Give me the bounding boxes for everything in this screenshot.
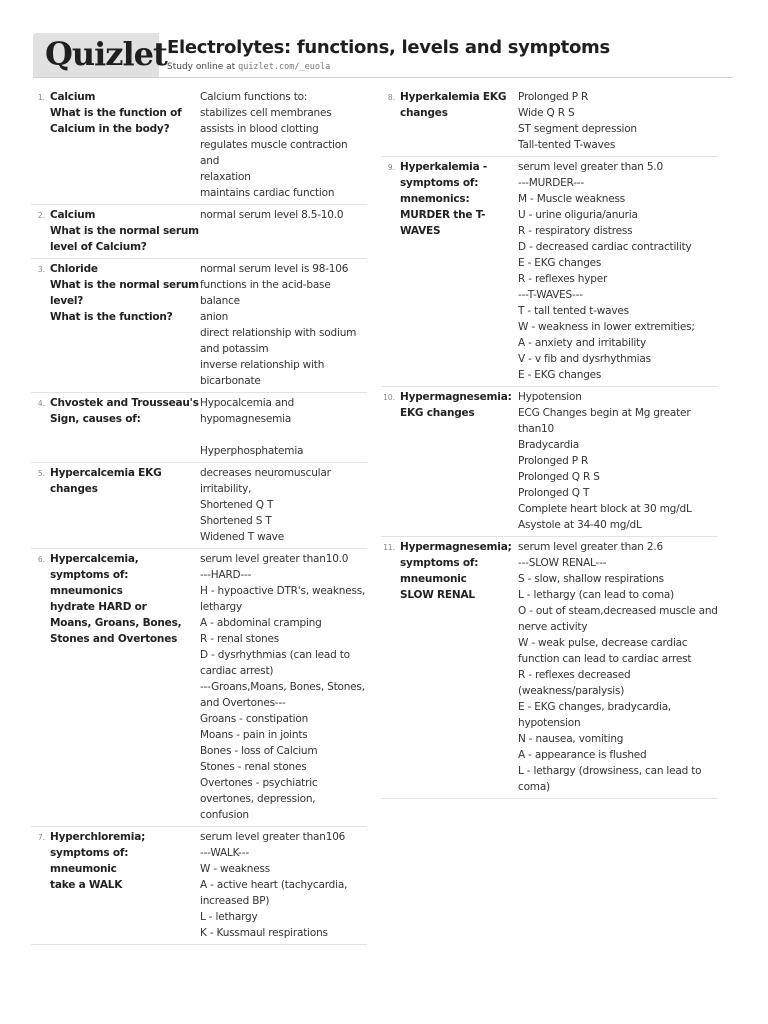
logo-text: Quizlet <box>45 35 167 73</box>
card-term <box>45 465 200 545</box>
term-line: symptoms of: <box>50 569 129 581</box>
card-number: 11. <box>383 543 395 552</box>
card-term <box>45 395 200 459</box>
term-line: Hyperkalemia - <box>400 161 488 173</box>
term-line: level of Calcium? <box>50 241 147 253</box>
definition-line: ---T-WAVES--- <box>518 289 583 301</box>
term-line: What is the normal serum <box>50 279 199 291</box>
card-term <box>45 89 200 201</box>
definition-line: coma) <box>518 781 550 793</box>
card-definition <box>518 389 718 533</box>
flashcard-row <box>381 157 718 387</box>
definition-line: K - Kussmaul respirations <box>200 927 328 939</box>
definition-line: L - lethargy <box>200 911 258 923</box>
term-line: take a WALK <box>50 879 123 891</box>
definition-line: functions in the acid-base <box>200 279 331 291</box>
definition-line: ---Groans,Moans, Bones, Stones, <box>200 681 365 693</box>
definition-line: Overtones - psychiatric <box>200 777 318 789</box>
definition-line: normal serum level is 98-106 <box>200 263 349 275</box>
card-number: 9. <box>387 163 395 172</box>
definition-line: R - respiratory distress <box>518 225 633 237</box>
definition-line: O - out of steam,decreased muscle and <box>518 605 718 617</box>
term-line: Chloride <box>50 263 98 275</box>
definition-line: cardiac arrest) <box>200 665 274 677</box>
term-line: symptoms of: <box>400 557 479 569</box>
card-term <box>45 551 200 823</box>
definition-line: lethargy <box>200 601 242 613</box>
term-line: What is the function of <box>50 107 182 119</box>
definition-line <box>200 427 367 443</box>
definition-line: overtones, depression, confusion <box>200 793 316 821</box>
definition-line: ---WALK--- <box>200 847 249 859</box>
card-number: 3. <box>37 265 45 274</box>
definition-line: Hypotension <box>518 391 582 403</box>
definition-line: ---SLOW RENAL--- <box>518 557 607 569</box>
definition-line: Hypocalcemia and <box>200 397 295 409</box>
page-header <box>33 33 733 78</box>
definition-line: Shortened Q T <box>200 499 274 511</box>
study-url-link[interactable]: quizlet.com/_euola <box>238 62 331 72</box>
definition-line: A - appearance is flushed <box>518 749 647 761</box>
definition-line: anion <box>200 311 229 323</box>
definition-line: H - hypoactive DTR's, weakness, <box>200 585 366 597</box>
definition-line: Wide Q R S <box>518 107 575 119</box>
definition-line: L - lethargy (drowsiness, can lead to <box>518 765 702 777</box>
right-column <box>381 87 718 799</box>
card-number: 7. <box>37 833 45 842</box>
card-number: 5. <box>37 469 45 478</box>
term-line: Hyperkalemia EKG <box>400 91 507 103</box>
term-line: Hyperchloremia; <box>50 831 146 843</box>
term-line: level? <box>50 295 84 307</box>
card-number: 6. <box>37 555 45 564</box>
definition-line: direct relationship with sodium <box>200 327 357 339</box>
definition-line: Prolonged Q R S <box>518 471 600 483</box>
definition-line: maintains cardiac function <box>200 187 335 199</box>
card-term <box>45 829 200 941</box>
definition-line: assists in blood clotting <box>200 123 319 135</box>
flashcard-row <box>31 549 367 827</box>
flashcard-row <box>381 537 718 799</box>
term-line: Stones and Overtones <box>50 633 178 645</box>
definition-line: E - EKG changes <box>518 257 602 269</box>
definition-line: W - weakness in lower extremities; <box>518 321 695 333</box>
definition-line: E - EKG changes <box>518 369 602 381</box>
definition-line: S - slow, shallow respirations <box>518 573 664 585</box>
card-definition <box>200 261 367 389</box>
flashcard-row <box>31 463 367 549</box>
flashcard-row <box>31 87 367 205</box>
definition-line: irritability, <box>200 483 252 495</box>
card-term <box>395 89 518 153</box>
left-column <box>31 87 367 945</box>
flashcard-row <box>31 827 367 945</box>
definition-line: normal serum level 8.5-10.0 <box>200 209 344 221</box>
definition-line: Prolonged P R <box>518 91 589 103</box>
definition-line: serum level greater than10.0 <box>200 553 349 565</box>
definition-line: increased BP) <box>200 895 270 907</box>
definition-line: T - tall tented t-waves <box>518 305 629 317</box>
term-line: mneumonics <box>50 585 123 597</box>
card-term <box>45 261 200 389</box>
term-line: hydrate HARD or <box>50 601 147 613</box>
definition-line: D - dysrhythmias (can lead to <box>200 649 350 661</box>
term-line: Hypermagnesemia; <box>400 541 512 553</box>
card-term <box>395 389 518 533</box>
definition-line: W - weak pulse, decrease cardiac <box>518 637 688 649</box>
definition-line: A - abdominal cramping <box>200 617 322 629</box>
flashcard-row <box>31 205 367 259</box>
page-title: Electrolytes: functions, levels and symptoms <box>167 37 610 58</box>
term-line: mnemonics: <box>400 193 470 205</box>
definition-line: serum level greater than106 <box>200 831 346 843</box>
card-definition <box>200 89 367 201</box>
card-definition <box>200 551 367 823</box>
term-line: Moans, Groans, Bones, <box>50 617 182 629</box>
definition-line: M - Muscle weakness <box>518 193 626 205</box>
definition-line: serum level greater than 2.6 <box>518 541 663 553</box>
study-online-line <box>167 62 330 72</box>
term-line: What is the normal serum <box>50 225 199 237</box>
card-definition <box>518 539 718 795</box>
term-line: Calcium in the body? <box>50 123 170 135</box>
card-definition <box>200 829 367 941</box>
term-line: Hypercalcemia, <box>50 553 139 565</box>
definition-line: W - weakness <box>200 863 271 875</box>
definition-line: L - lethargy (can lead to coma) <box>518 589 674 601</box>
definition-line: Calcium functions to: <box>200 91 308 103</box>
card-number: 2. <box>37 211 45 220</box>
term-line: symptoms of: <box>400 177 479 189</box>
definition-line: ---MURDER--- <box>518 177 584 189</box>
definition-line: V - v fib and dysrhythmias <box>518 353 651 365</box>
card-definition <box>518 89 718 153</box>
quizlet-logo[interactable] <box>33 33 167 77</box>
card-definition <box>200 207 367 255</box>
term-line: symptoms of: <box>50 847 129 859</box>
definition-line: U - urine oliguria/anuria <box>518 209 638 221</box>
definition-line: and potassim <box>200 343 269 355</box>
definition-line: decreases neuromuscular <box>200 467 331 479</box>
term-line: Chvostek and Trousseau's <box>50 397 199 409</box>
definition-line: Complete heart block at 30 mg/dL <box>518 503 692 515</box>
term-line: MURDER the T- <box>400 209 486 221</box>
definition-line: Groans - constipation <box>200 713 309 725</box>
definition-line: Shortened S T <box>200 515 272 527</box>
definition-line: Prolonged P R <box>518 455 589 467</box>
term-line: mneumonic <box>50 863 117 875</box>
term-line: mneumonic <box>400 573 467 585</box>
term-line: What is the function? <box>50 311 173 323</box>
definition-line: R - renal stones <box>200 633 280 645</box>
definition-line: stabilizes cell membranes <box>200 107 332 119</box>
card-number: 8. <box>387 93 395 102</box>
card-definition <box>200 395 367 459</box>
term-line: WAVES <box>400 225 441 237</box>
flashcard-row <box>31 393 367 463</box>
definition-line: E - EKG changes, bradycardia, <box>518 701 672 713</box>
definition-line: R - reflexes decreased <box>518 669 631 681</box>
definition-line: D - decreased cardiac contractility <box>518 241 692 253</box>
definition-line: Widened T wave <box>200 531 284 543</box>
card-number: 4. <box>37 399 45 408</box>
definition-line: serum level greater than 5.0 <box>518 161 663 173</box>
definition-line: A - anxiety and irritability <box>518 337 647 349</box>
definition-line: Bradycardia <box>518 439 579 451</box>
card-term <box>45 207 200 255</box>
card-definition <box>518 159 718 383</box>
definition-line: (weakness/paralysis) <box>518 685 625 697</box>
card-number: 10. <box>383 393 395 402</box>
card-term <box>395 159 518 383</box>
study-prefix: Study online at <box>167 62 236 72</box>
definition-line: bicarbonate <box>200 375 261 387</box>
definition-line: than10 <box>518 423 555 435</box>
flashcard-row <box>31 259 367 393</box>
definition-line: Hyperphosphatemia <box>200 445 304 457</box>
definition-line: ECG Changes begin at Mg greater <box>518 407 691 419</box>
definition-line: relaxation <box>200 171 251 183</box>
definition-line: hypomagnesemia <box>200 413 292 425</box>
definition-line: Moans - pain in joints <box>200 729 308 741</box>
term-line: EKG changes <box>400 407 475 419</box>
definition-line: N - nausea, vomiting <box>518 733 624 745</box>
card-term <box>395 539 518 795</box>
definition-line: hypotension <box>518 717 581 729</box>
definition-line: inverse relationship with <box>200 359 325 371</box>
flashcard-row <box>381 87 718 157</box>
term-line: Hypermagnesemia: <box>400 391 512 403</box>
card-number: 1. <box>37 93 45 102</box>
definition-line: balance <box>200 295 240 307</box>
definition-line: Asystole at 34-40 mg/dL <box>518 519 642 531</box>
definition-line: ---HARD--- <box>200 569 252 581</box>
term-line: Hypercalcemia EKG <box>50 467 162 479</box>
definition-line: ST segment depression <box>518 123 637 135</box>
definition-line: A - active heart (tachycardia, <box>200 879 348 891</box>
term-line: Sign, causes of: <box>50 413 141 425</box>
term-line: SLOW RENAL <box>400 589 475 601</box>
definition-line: Tall-tented T-waves <box>518 139 616 151</box>
term-line: Calcium <box>50 209 96 221</box>
definition-line: and Overtones--- <box>200 697 286 709</box>
term-line: changes <box>400 107 448 119</box>
card-definition <box>200 465 367 545</box>
definition-line: function can lead to cardiac arrest <box>518 653 692 665</box>
definition-line: Prolonged Q T <box>518 487 590 499</box>
flashcard-row <box>381 387 718 537</box>
definition-line: nerve activity <box>518 621 588 633</box>
definition-line: Stones - renal stones <box>200 761 307 773</box>
term-line: Calcium <box>50 91 96 103</box>
definition-line: R - reflexes hyper <box>518 273 608 285</box>
definition-line: Bones - loss of Calcium <box>200 745 318 757</box>
definition-line: regulates muscle contraction and <box>200 139 348 167</box>
term-line: changes <box>50 483 98 495</box>
